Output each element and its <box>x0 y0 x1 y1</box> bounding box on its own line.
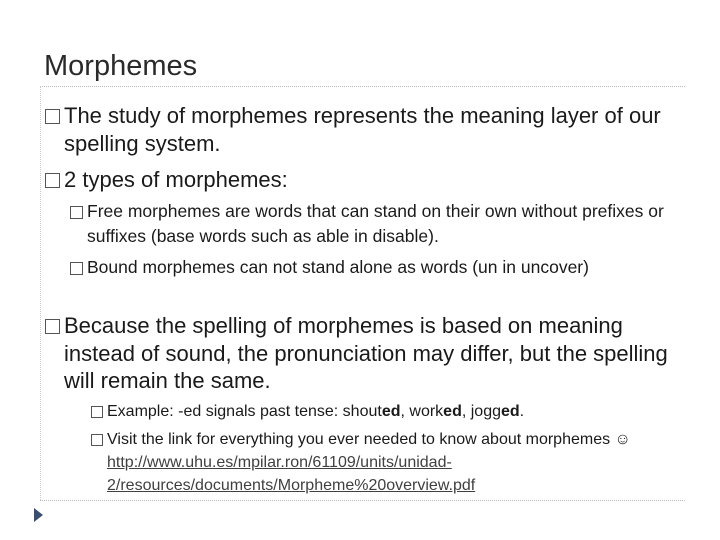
bullet-visit-link <box>107 428 652 497</box>
bullet-example <box>107 400 687 423</box>
morpheme-overview-link[interactable]: http://www.uhu.es/mpilar.ron/61109/units/unidad-2/resources/documents/Morpheme%20overview.pdf <box>107 454 476 494</box>
bullet-text: Free morphemes are words that can stand on their own without prefixes or suffixes (base words such as able in disable). <box>87 201 664 246</box>
slide-title: Morphemes <box>44 50 198 82</box>
footer-divider <box>40 500 685 501</box>
suffix-ed: ed <box>500 403 520 420</box>
bullet-study-morphemes <box>64 102 689 158</box>
bullet-types <box>64 166 689 194</box>
title-divider <box>40 86 685 87</box>
checkbox-bullet-icon <box>45 173 60 188</box>
left-border <box>40 86 41 500</box>
checkbox-bullet-icon <box>45 319 60 334</box>
suffix-ed: ed <box>381 403 401 420</box>
bullet-text: Bound morphemes can not stand alone as words (un in uncover) <box>87 257 589 277</box>
checkbox-bullet-icon <box>70 262 83 275</box>
checkbox-bullet-icon <box>91 434 103 446</box>
slide-corner-arrow-icon <box>34 508 43 522</box>
bullet-text: 2 types of morphemes: <box>64 167 288 192</box>
checkbox-bullet-icon <box>70 206 83 219</box>
suffix-ed: ed <box>443 403 462 420</box>
example-text: . <box>519 403 525 420</box>
bullet-text: Because the spelling of morphemes is based on meaning instead of sound, the pronunciation may differ, but the spelling will remain the same. <box>64 313 668 393</box>
checkbox-bullet-icon <box>45 109 60 124</box>
example-text: Example: -ed signals past tense: shout <box>107 403 382 420</box>
bullet-text: The study of morphemes represents the meaning layer of our spelling system. <box>64 103 661 156</box>
checkbox-bullet-icon <box>91 406 103 418</box>
visit-text: Visit the link for everything you ever needed to know about morphemes ☺ <box>107 431 631 448</box>
example-text: , work <box>400 403 444 420</box>
bullet-spelling-meaning <box>64 312 689 395</box>
bullet-bound-morphemes <box>87 255 647 280</box>
bullet-free-morphemes <box>87 199 687 249</box>
example-text: , jogg <box>461 403 501 420</box>
